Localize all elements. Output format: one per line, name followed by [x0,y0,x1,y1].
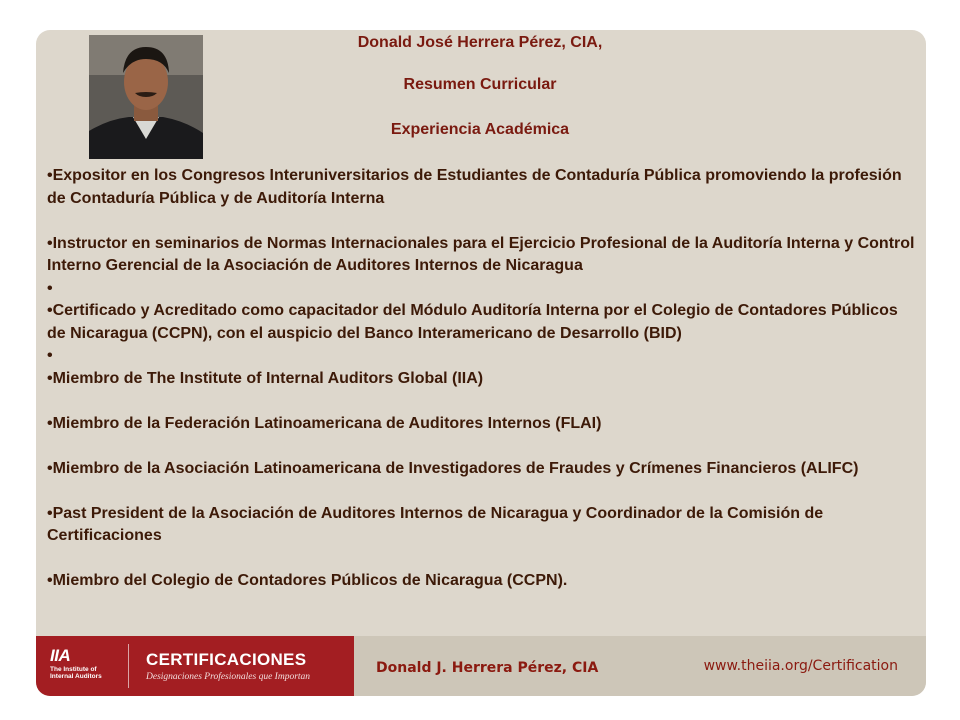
iia-logo-line1: The Institute of [50,666,97,673]
certifications-subtitle: Designaciones Profesionales que Importan [146,672,311,682]
resume-subtitle: Resumen Curricular [403,76,557,93]
footer-bar [36,636,926,696]
iia-logo-line2: Internal Auditors [50,673,102,680]
list-item: • [47,279,53,297]
list-item: • [47,347,53,364]
experience-list [47,165,917,593]
list-item: •Past President de la Asociación de Auditores Internos de Nicaragua y Coordinador de la Comisión de Certificaciones [47,504,824,544]
list-item: •Miembro del Colegio de Contadores Públicos de Nicaragua (CCPN). [47,572,568,589]
list-item: •Instructor en seminarios de Normas Internacionales para el Ejercicio Profesional de la Auditoría Interna y Control Interno Gerencial de la Asociación de Auditores Internos de Nicaragua [47,234,915,274]
list-item: •Expositor en los Congresos Interuniversitarios de Estudiantes de Contaduría Pública promoviendo la profesión de Contaduría Pública y de Auditoría Interna [47,167,902,207]
list-item: •Certificado y Acreditado como capacitador del Módulo Auditoría Interna por el Colegio de Contadores Públicos de Nicaragua (CCPN), con el auspicio del Banco Interamericano de Desarrollo (BID) [47,302,898,342]
list-item: •Miembro de The Institute of Internal Auditors Global (IIA) [47,369,484,387]
page-title: Donald José Herrera Pérez, CIA, [357,34,603,51]
list-item: •Miembro de la Asociación Latinoamericana de Investigadores de Fraudes y Crímenes Financieros (ALIFC) [47,459,859,477]
iia-logo [50,646,120,680]
banner-divider [128,644,129,688]
footer-url-link[interactable]: www.theiia.org/Certification [703,658,898,674]
iia-logo-mark: IIA [50,646,71,665]
footer-author: Donald J. Herrera Pérez, CIA [376,660,599,676]
profile-photo [89,35,203,159]
certifications-title: CERTIFICACIONES [146,650,307,669]
certification-banner [36,636,354,696]
section-heading: Experiencia Académica [390,121,570,138]
list-item: •Miembro de la Federación Latinoamericana de Auditores Internos (FLAI) [47,414,602,432]
